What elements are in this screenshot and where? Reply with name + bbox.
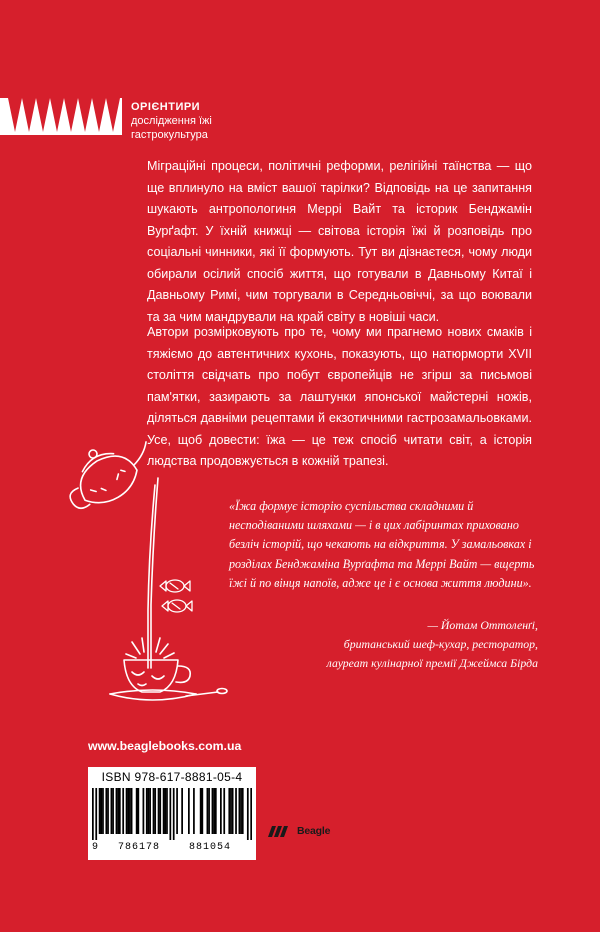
ean-first-digit: 9: [92, 842, 100, 853]
barcode-bar: [169, 788, 171, 840]
barcode-bar: [181, 788, 183, 834]
barcode-bar: [247, 788, 249, 840]
barcode-bar: [112, 788, 114, 834]
publisher-logo: [268, 823, 330, 839]
barcode-bar: [207, 788, 209, 834]
barcode-bar: [220, 788, 222, 834]
barcode-bar: [107, 788, 109, 834]
description-paragraph-2: Автори розмірковують про те, чому ми прагнемо нових смаків і тяжіємо до автентичних кухонь, показують, що натюрморти XVII століття свідчать про побут європейців не згірш за письмові пам'ятки, зазирають за лаштунки японської майстерні ножів, діляться давніми рецептами й екзотичними гастрозамальовками. Усе, щоб довести: їжа — це теж спосіб читати світ, а історія людства продовжується в кожній трапезі.: [147, 325, 532, 468]
barcode-bar: [235, 788, 237, 834]
publisher-name: Beagle: [297, 825, 331, 837]
quote-author-role: британський шеф-кухар, ресторатор,: [343, 637, 538, 652]
barcode: [92, 788, 252, 840]
barcode-bar: [213, 788, 215, 834]
barcode-bar: [131, 788, 133, 834]
series-subtitle-2: гастрокультура: [131, 129, 208, 141]
barcode-bar: [122, 788, 124, 834]
barcode-bar: [232, 788, 234, 834]
barcode-bar: [127, 788, 129, 834]
barcode-bar: [92, 788, 94, 840]
series-title: ОРІЄНТИРИ: [131, 101, 201, 113]
isbn-label: ISBN 978-617-8881-05-4: [101, 770, 243, 784]
barcode-bar: [129, 788, 131, 834]
isbn-barcode-box: [88, 767, 256, 860]
barcode-bar: [188, 788, 190, 834]
barcode-bar: [223, 788, 225, 834]
barcode-bar: [136, 788, 138, 834]
barcode-bar: [117, 788, 119, 834]
teapot-teacup-illustration: [60, 440, 230, 710]
barcode-bar: [240, 788, 242, 834]
barcode-bar: [149, 788, 151, 834]
barcode-bar: [193, 788, 195, 834]
barcode-bar: [119, 788, 121, 834]
publisher-website-link[interactable]: www.beaglebooks.com.ua: [88, 739, 242, 753]
ean-left-group: 786178: [118, 842, 161, 853]
series-subtitle-1: дослідження їжі: [131, 115, 212, 127]
barcode-bar: [146, 788, 148, 834]
beagle-logo-icon: [268, 825, 294, 837]
ean-right-group: 881054: [189, 842, 232, 853]
barcode-bar: [166, 788, 168, 834]
series-label: [131, 100, 212, 142]
barcode-bar: [143, 788, 145, 834]
barcode-bar: [102, 788, 104, 834]
barcode-bar: [230, 788, 232, 834]
barcode-bar: [154, 788, 156, 834]
barcode-bar: [239, 788, 241, 834]
barcode-bar: [201, 788, 203, 834]
zigzag-series-icon: [0, 95, 122, 135]
barcode-bar: [176, 788, 178, 834]
barcode-bar: [212, 788, 214, 834]
review-quote: «Їжа формує історію суспільства складними й несподіваними шляхами — і в цих лабіринтах приховано безліч історій, що чекають на відкриття. У замальовках і розділах Бенджаміна Вурґафта та Меррі Вайт — вщерть їжі й по вінця напоїв, адже це і є основа життя людини».: [229, 499, 535, 590]
barcode-bar: [159, 788, 161, 834]
barcode-bar: [173, 788, 175, 840]
barcode-bar: [105, 788, 107, 834]
barcode-bar: [153, 788, 155, 834]
barcode-bar: [111, 788, 113, 834]
barcode-bar: [215, 788, 217, 834]
barcode-bar: [163, 788, 165, 834]
barcode-bar: [99, 788, 101, 834]
barcode-bar: [250, 788, 252, 840]
barcode-bar: [126, 788, 128, 834]
barcode-bar: [148, 788, 150, 834]
barcode-bar: [116, 788, 118, 834]
barcode-bar: [228, 788, 230, 834]
barcode-bar: [164, 788, 166, 834]
barcode-bar: [137, 788, 139, 834]
barcode-bar: [208, 788, 210, 834]
barcode-bar: [158, 788, 160, 834]
barcode-bar: [200, 788, 202, 834]
quote-author-award: лауреат кулінарної премії Джеймса Бірда: [326, 656, 538, 671]
barcode-bar: [100, 788, 102, 834]
barcode-bar: [95, 788, 97, 840]
barcode-bar: [242, 788, 244, 834]
quote-attribution: [327, 616, 538, 674]
description-paragraph-1: Міграційні процеси, політичні реформи, релігійні таїнства — що ще вплинуло на вміст вашої тарілки? Відповідь на це запитання шукають антропологиня Меррі Вайт та історик Бенджамін Вурґафт. У їхній книжці — світова історія їжі й розповідь про соціальні чинники, які її формують. Тут ви дізнаєтеся, чому люди обирали осілий спосіб життя, що готували в Давньому Китаї і Давньому Римі, чим торгували в Середньовіччі, за що воювали та за чим мандрували на край світу в новіші часи.: [147, 159, 532, 324]
quote-author: — Йотам Оттоленґі,: [427, 618, 538, 632]
